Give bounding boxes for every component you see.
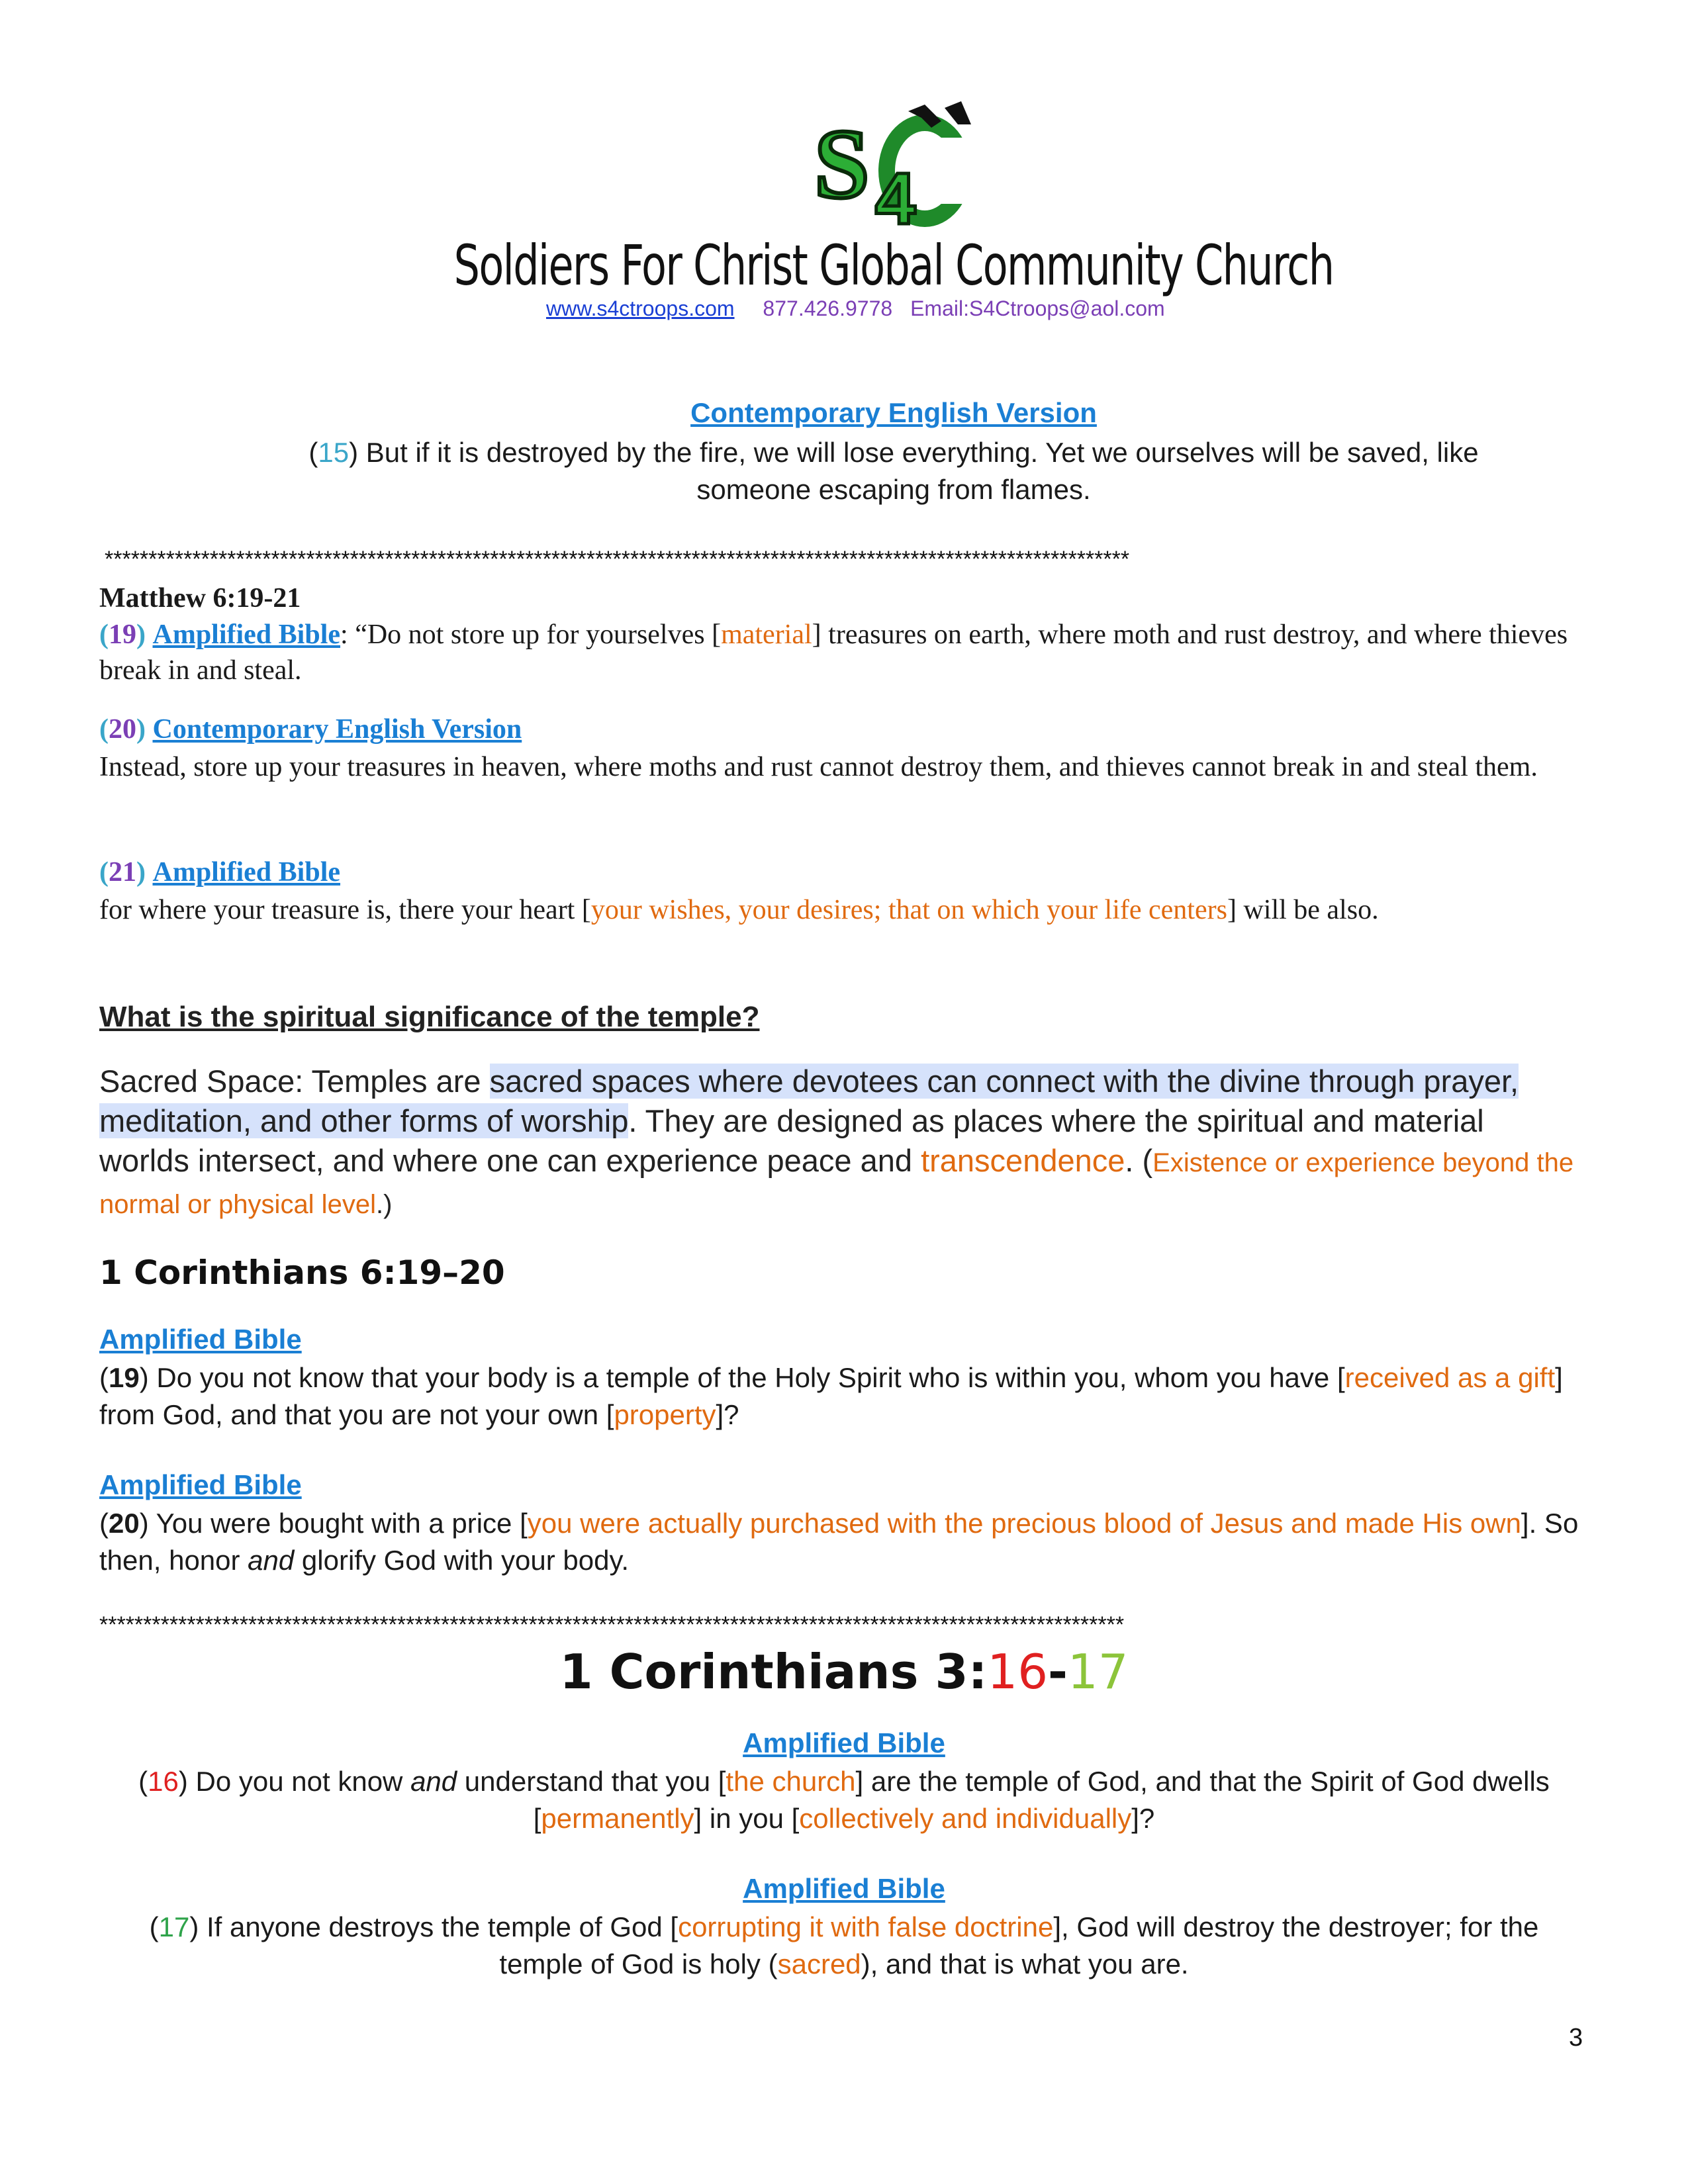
amplified-bible-link[interactable]: Amplified Bible (152, 619, 341, 650)
matthew-verse-20-heading: (20) Contemporary English Version (99, 714, 522, 745)
divider-stars: ********************************************************************************************************************* (105, 547, 1130, 572)
cev-version-link[interactable]: Contemporary English Version (690, 397, 1097, 428)
svg-text:4: 4 (875, 158, 916, 230)
verse-number-19b: 19 (109, 1362, 140, 1393)
church-logo (809, 98, 974, 230)
highlighted-text: sacred spaces where devotees can connect with the divine through prayer, meditation, and other forms of worship (99, 1064, 1519, 1138)
verse-number-20: 20 (109, 714, 136, 745)
amplified-bible-link-2[interactable]: Amplified Bible (152, 857, 341, 887)
corinthians-3-verse-17: (17) If anyone destroys the temple of God [corrupting it with false doctrine], God will destroy the destroyer; for the temple of God is holy (sacred), and that is what you are. (149, 1911, 1539, 1979)
matthew-verse-19: (19) Amplified Bible: “Do not store up for yourselves [material] treasures on earth, where moth and rust destroy, and where thieves break in and steal. (99, 619, 1568, 686)
corinthians-6-verse-20: (20) You were bought with a price [you were actually purchased with the precious blood of Jesus and made His own]. So then, honor and glorify God with your body. (99, 1508, 1579, 1576)
verse-number-15: 15 (318, 437, 350, 468)
email-address: Email:S4Ctroops@aol.com (910, 296, 1165, 320)
verse-number-21: 21 (109, 857, 136, 887)
amplified-bible-link-5[interactable]: Amplified Bible (743, 1727, 945, 1758)
church-name: Soldiers For Christ Global Community Church (453, 233, 1334, 298)
verse-number-17: 17 (158, 1911, 190, 1942)
page-number: 3 (1569, 2024, 1583, 2052)
verse-number-19: 19 (109, 619, 136, 650)
matthew-reference: Matthew 6:19-21 (99, 583, 301, 614)
corinthians-3-reference: 1 Corinthians 3:16-17 (559, 1644, 1129, 1700)
verse-number-16: 16 (148, 1766, 179, 1797)
amplified-bible-link-4[interactable]: Amplified Bible (99, 1469, 302, 1500)
amplified-bible-link-6[interactable]: Amplified Bible (743, 1873, 945, 1904)
amplified-bible-link-3[interactable]: Amplified Bible (99, 1324, 302, 1355)
svg-text:S: S (814, 109, 870, 219)
corinthians-6-reference: 1 Corinthians 6:19–20 (99, 1253, 505, 1292)
website-link[interactable]: www.s4ctroops.com (546, 296, 735, 320)
verse-number-20b: 20 (109, 1508, 140, 1539)
contact-line (546, 296, 1165, 321)
matthew-verse-20-text: Instead, store up your treasures in heaven, where moths and rust cannot destroy them, and thieves cannot break in and steal them. (99, 752, 1538, 782)
divider-stars-2: ********************************************************************************************************************* (99, 1612, 1125, 1637)
matthew-verse-21-heading: (21) Amplified Bible (99, 857, 341, 887)
matthew-verse-21-text: for where your treasure is, there your heart [your wishes, your desires; that on which your life centers] will be also. (99, 895, 1379, 925)
cev-version-link-2[interactable]: Contemporary English Version (152, 714, 522, 745)
phone-number: 877.426.9778 (763, 296, 893, 320)
corinthians-3-verse-16: (16) Do you not know and understand that you [the church] are the temple of God, and that the Spirit of God dwells [permanently] in you [collectively and individually]? (138, 1766, 1550, 1834)
logo-small-text: Soldiers F (908, 159, 972, 173)
verse-15-text: (15) But if it is destroyed by the fire, we will lose everything. Yet we ourselves will be saved, like someone escaping from flames. (308, 437, 1479, 505)
temple-heading: What is the spiritual significance of the temple? (99, 1001, 760, 1033)
corinthians-6-verse-19: (19) Do you not know that your body is a temple of the Holy Spirit who is within you, whom you have [received as a gift] from God, and that you are not your own [property]? (99, 1362, 1563, 1430)
temple-paragraph: Sacred Space: Temples are sacred spaces where devotees can connect with the divine through prayer, meditation, and other forms of worship. They are designed as places where the spiritual and material worlds intersect, and where one can experience peace and transcendence. (Existence or experience beyond the normal or physical level.) (99, 1064, 1574, 1219)
